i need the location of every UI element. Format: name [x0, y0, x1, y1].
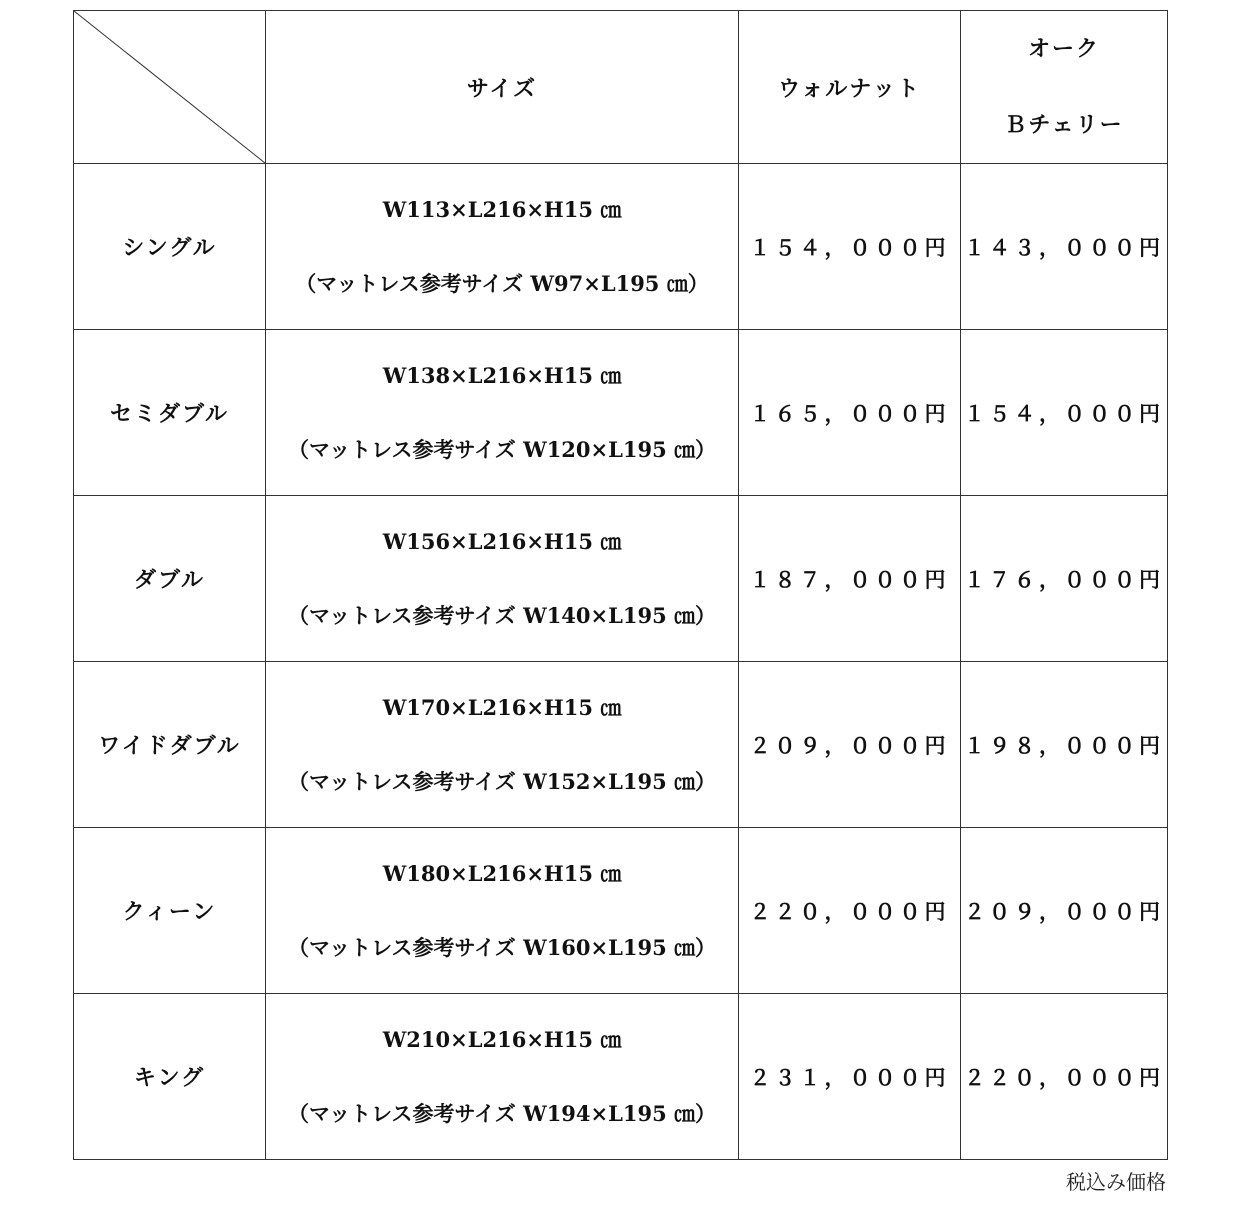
size-name-cell: ダブル [74, 496, 266, 662]
oak-cherry-price: ２２０，０００円 [961, 994, 1168, 1160]
dimension-cell [266, 662, 739, 828]
mattress-dimensions: （マットレス参考サイズ W97×L195 ㎝） [295, 270, 709, 296]
header-oak-cherry [961, 11, 1168, 164]
header-size: サイズ [266, 11, 739, 164]
oak-cherry-price: １９８，０００円 [961, 662, 1168, 828]
mattress-dimensions: （マットレス参考サイズ W160×L195 ㎝） [287, 934, 717, 960]
dimension-cell [266, 164, 739, 330]
walnut-price: １６５，０００円 [739, 330, 961, 496]
frame-dimensions: W138×L216×H15 ㎝ [382, 362, 622, 388]
frame-dimensions: W113×L216×H15 ㎝ [382, 196, 622, 222]
header-oak: オーク [1027, 36, 1100, 62]
oak-cherry-price: １７６，０００円 [961, 496, 1168, 662]
size-name-cell: ワイドダブル [74, 662, 266, 828]
dimension-cell [266, 994, 739, 1160]
header-walnut: ウォルナット [739, 11, 961, 164]
header-row [74, 11, 1168, 164]
mattress-dimensions: （マットレス参考サイズ W140×L195 ㎝） [287, 602, 717, 628]
size-name-cell: キング [74, 994, 266, 1160]
dimension-cell [266, 330, 739, 496]
corner-cell [74, 11, 266, 164]
diagonal-line [74, 11, 265, 163]
mattress-dimensions: （マットレス参考サイズ W120×L195 ㎝） [287, 436, 717, 462]
oak-cherry-price: １５４，０００円 [961, 330, 1168, 496]
size-name-cell: クィーン [74, 828, 266, 994]
dimension-cell [266, 828, 739, 994]
tax-included-note: 税込み価格 [1066, 1170, 1166, 1194]
table-row [74, 496, 1168, 662]
header-cherry: Ｂチェリー [1004, 112, 1124, 138]
walnut-price: ２０９，０００円 [739, 662, 961, 828]
size-name-cell: セミダブル [74, 330, 266, 496]
oak-cherry-price: １４３，０００円 [961, 164, 1168, 330]
table-row [74, 330, 1168, 496]
mattress-dimensions: （マットレス参考サイズ W152×L195 ㎝） [287, 768, 717, 794]
price-table [73, 10, 1168, 1160]
size-name-cell: シングル [74, 164, 266, 330]
frame-dimensions: W210×L216×H15 ㎝ [382, 1026, 622, 1052]
table-row [74, 994, 1168, 1160]
frame-dimensions: W180×L216×H15 ㎝ [382, 860, 622, 886]
frame-dimensions: W156×L216×H15 ㎝ [382, 528, 622, 554]
walnut-price: ２２０，０００円 [739, 828, 961, 994]
table-row [74, 662, 1168, 828]
mattress-dimensions: （マットレス参考サイズ W194×L195 ㎝） [287, 1100, 717, 1126]
table-row [74, 164, 1168, 330]
dimension-cell [266, 496, 739, 662]
walnut-price: １８７，０００円 [739, 496, 961, 662]
oak-cherry-price: ２０９，０００円 [961, 828, 1168, 994]
table-row [74, 828, 1168, 994]
walnut-price: ２３１，０００円 [739, 994, 961, 1160]
walnut-price: １５４，０００円 [739, 164, 961, 330]
frame-dimensions: W170×L216×H15 ㎝ [382, 694, 622, 720]
